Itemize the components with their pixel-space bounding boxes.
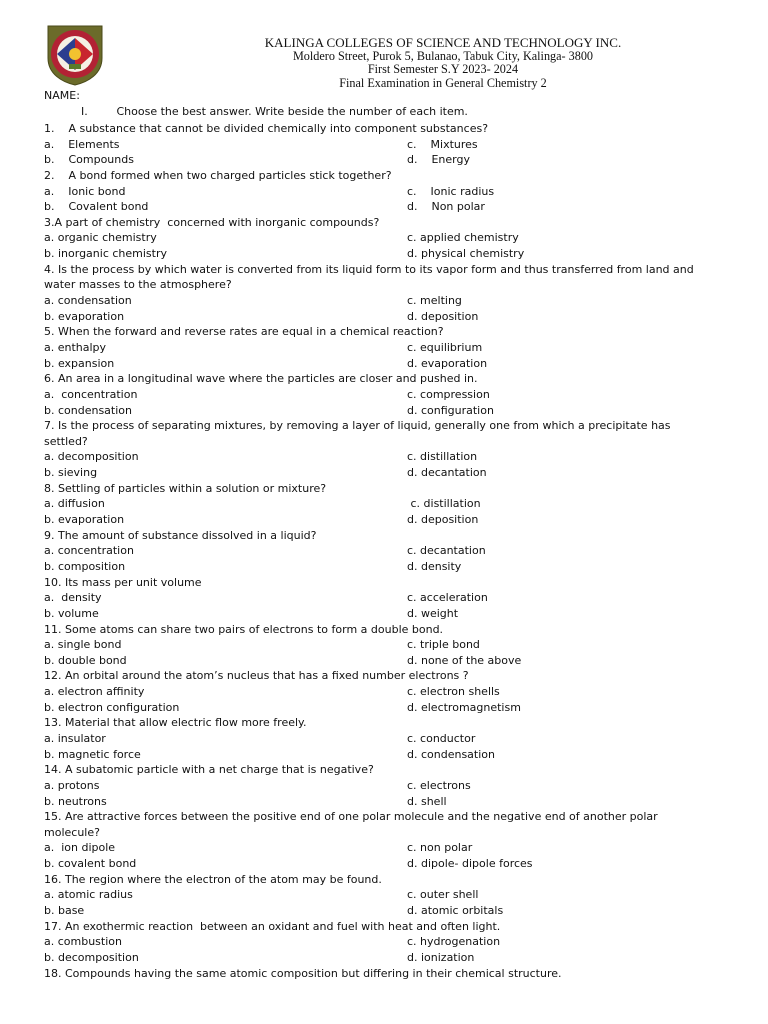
option-a: a. concentration xyxy=(44,387,138,401)
option-c: c. decantation xyxy=(407,544,486,558)
option-a: a. protons xyxy=(44,778,100,792)
option-row xyxy=(44,199,724,215)
option-c: c. acceleration xyxy=(407,591,488,605)
question-text: 17. An exothermic reaction between an oxidant and fuel with heat and often light. xyxy=(44,919,501,933)
school-address: Moldero Street, Purok 5, Bulanao, Tabuk City, Kalinga- 3800 xyxy=(292,48,594,63)
option-row xyxy=(44,340,724,356)
option-row xyxy=(44,387,724,403)
option-d: d. decantation xyxy=(407,466,487,480)
option-c: c. electron shells xyxy=(407,685,500,699)
option-b: b. decomposition xyxy=(44,950,139,964)
option-row xyxy=(44,543,724,559)
option-d: d. electromagnetism xyxy=(407,700,521,714)
option-b: b. neutrons xyxy=(44,794,107,808)
option-c: c. triple bond xyxy=(407,638,480,652)
option-a: a. enthalpy xyxy=(44,340,107,354)
exam-header xyxy=(190,36,696,91)
instruction-text: Choose the best answer. Write beside the number of each item. xyxy=(116,105,468,118)
option-row xyxy=(44,747,724,763)
option-a: a. Ionic bond xyxy=(44,184,126,198)
question-text: 16. The region where the electron of the atom may be found. xyxy=(44,872,382,886)
option-a: a. single bond xyxy=(44,638,122,652)
option-b: b. inorganic chemistry xyxy=(44,247,167,261)
question-text: 6. An area in a longitudinal wave where the particles are closer and pushed in. xyxy=(44,372,478,386)
question-text: 1. A substance that cannot be divided chemically into component substances? xyxy=(44,122,489,135)
option-d: d. none of the above xyxy=(407,653,522,667)
option-d: d. atomic orbitals xyxy=(407,904,504,918)
option-row xyxy=(44,293,724,309)
question-text: 18. Compounds having the same atomic composition but differing in their chemical structure. xyxy=(44,966,562,980)
question-text: 14. A subatomic particle with a net charge that is negative? xyxy=(44,763,374,777)
option-row xyxy=(44,684,724,700)
question-text: 13. Material that allow electric flow more freely. xyxy=(44,716,307,730)
option-row xyxy=(44,840,724,856)
option-d: d. dipole- dipole forces xyxy=(407,857,533,871)
question-text: 4. Is the process by which water is converted from its liquid form to its vapor form and thus transferred from land and xyxy=(44,262,694,276)
option-a: a. ion dipole xyxy=(44,841,116,855)
option-d: d. ionization xyxy=(407,950,475,964)
option-b: b. magnetic force xyxy=(44,747,141,761)
option-row xyxy=(44,152,724,168)
option-row xyxy=(44,637,724,653)
option-b: b. evaporation xyxy=(44,309,125,323)
option-row xyxy=(44,465,724,481)
option-row xyxy=(44,246,724,262)
option-row xyxy=(44,778,724,794)
option-a: a. atomic radius xyxy=(44,888,133,902)
option-row xyxy=(44,512,724,528)
option-b: b. Covalent bond xyxy=(44,200,149,214)
option-b: b. volume xyxy=(44,606,99,620)
option-c: c. non polar xyxy=(407,841,473,855)
option-a: a. insulator xyxy=(44,731,106,745)
name-label: NAME: xyxy=(44,89,80,102)
question-text-continued: molecule? xyxy=(44,825,100,839)
option-row xyxy=(44,887,724,903)
question-text: 9. The amount of substance dissolved in a liquid? xyxy=(44,528,317,542)
college-seal-logo xyxy=(44,24,106,86)
option-b: b. sieving xyxy=(44,466,98,480)
option-row xyxy=(44,309,724,325)
option-d: d. density xyxy=(407,559,462,573)
option-b: b. expansion xyxy=(44,356,115,370)
option-row xyxy=(44,356,724,372)
question-text: 7. Is the process of separating mixtures, by removing a layer of liquid, generally one from which a precipitate has xyxy=(44,419,671,433)
option-d: d. evaporation xyxy=(407,356,488,370)
semester-line: First Semester S.Y 2023- 2024 xyxy=(367,62,519,77)
option-c: c. Mixtures xyxy=(407,137,478,151)
instruction-roman: I. xyxy=(81,105,88,118)
exam-title: Final Examination in General Chemistry 2 xyxy=(339,76,547,91)
option-row xyxy=(44,230,724,246)
option-c: c. conductor xyxy=(407,731,476,745)
option-row xyxy=(44,606,724,622)
option-row xyxy=(44,856,724,872)
option-a: a. condensation xyxy=(44,294,132,308)
question-text: 8. Settling of particles within a solution or mixture? xyxy=(44,481,327,495)
option-row xyxy=(44,403,724,419)
question-text: 2. A bond formed when two charged particles stick together? xyxy=(44,168,392,182)
option-row xyxy=(44,700,724,716)
question-text: 10. Its mass per unit volume xyxy=(44,575,202,589)
option-row xyxy=(44,137,724,153)
question-text: 5. When the forward and reverse rates are equal in a chemical reaction? xyxy=(44,325,444,339)
option-row xyxy=(44,903,724,919)
option-row xyxy=(44,653,724,669)
question-text: 15. Are attractive forces between the positive end of one polar molecule and the negative end of another polar xyxy=(44,810,658,824)
option-d: d. deposition xyxy=(407,513,479,527)
question-text-continued: settled? xyxy=(44,434,88,448)
option-row xyxy=(44,590,724,606)
option-a: a. density xyxy=(44,591,102,605)
option-c: c. distillation xyxy=(407,497,481,511)
option-d: d. shell xyxy=(407,794,447,808)
option-c: c. Ionic radius xyxy=(407,184,495,198)
option-c: c. equilibrium xyxy=(407,340,483,354)
option-c: c. outer shell xyxy=(407,888,479,902)
option-b: b. covalent bond xyxy=(44,857,137,871)
option-d: d. deposition xyxy=(407,309,479,323)
option-b: b. Compounds xyxy=(44,153,134,167)
question-text: 11. Some atoms can share two pairs of electrons to form a double bond. xyxy=(44,622,444,636)
option-b: b. evaporation xyxy=(44,513,125,527)
option-row xyxy=(44,794,724,810)
question-text: 3.A part of chemistry concerned with inorganic compounds? xyxy=(44,215,380,229)
option-c: c. electrons xyxy=(407,778,471,792)
option-row xyxy=(44,496,724,512)
school-name: KALINGA COLLEGES OF SCIENCE AND TECHNOLOGY INC. xyxy=(264,35,622,50)
option-b: b. composition xyxy=(44,559,126,573)
option-a: a. decomposition xyxy=(44,450,139,464)
option-row xyxy=(44,731,724,747)
option-d: d. condensation xyxy=(407,747,495,761)
option-c: c. compression xyxy=(407,387,490,401)
option-c: c. melting xyxy=(407,294,462,308)
option-d: d. Energy xyxy=(407,153,470,167)
option-b: b. electron configuration xyxy=(44,700,180,714)
option-row xyxy=(44,184,724,200)
option-a: a. diffusion xyxy=(44,497,105,511)
question-text-continued: water masses to the atmosphere? xyxy=(44,278,232,292)
option-c: c. hydrogenation xyxy=(407,935,501,949)
option-row xyxy=(44,449,724,465)
option-a: a. organic chemistry xyxy=(44,231,157,245)
option-a: a. combustion xyxy=(44,935,122,949)
option-a: a. electron affinity xyxy=(44,685,145,699)
option-d: d. Non polar xyxy=(407,200,485,214)
question-text: 12. An orbital around the atom’s nucleus that has a fixed number electrons ? xyxy=(44,669,469,683)
option-a: a. Elements xyxy=(44,137,120,151)
option-row xyxy=(44,950,724,966)
option-c: c. distillation xyxy=(407,450,478,464)
option-d: d. configuration xyxy=(407,403,494,417)
instruction-line xyxy=(81,105,468,118)
option-d: d. physical chemistry xyxy=(407,247,525,261)
option-row xyxy=(44,934,724,950)
option-a: a. concentration xyxy=(44,544,134,558)
option-row xyxy=(44,559,724,575)
option-b: b. condensation xyxy=(44,403,132,417)
option-b: b. double bond xyxy=(44,653,127,667)
option-b: b. base xyxy=(44,904,85,918)
option-c: c. applied chemistry xyxy=(407,231,519,245)
question-list xyxy=(44,121,724,981)
option-d: d. weight xyxy=(407,606,459,620)
